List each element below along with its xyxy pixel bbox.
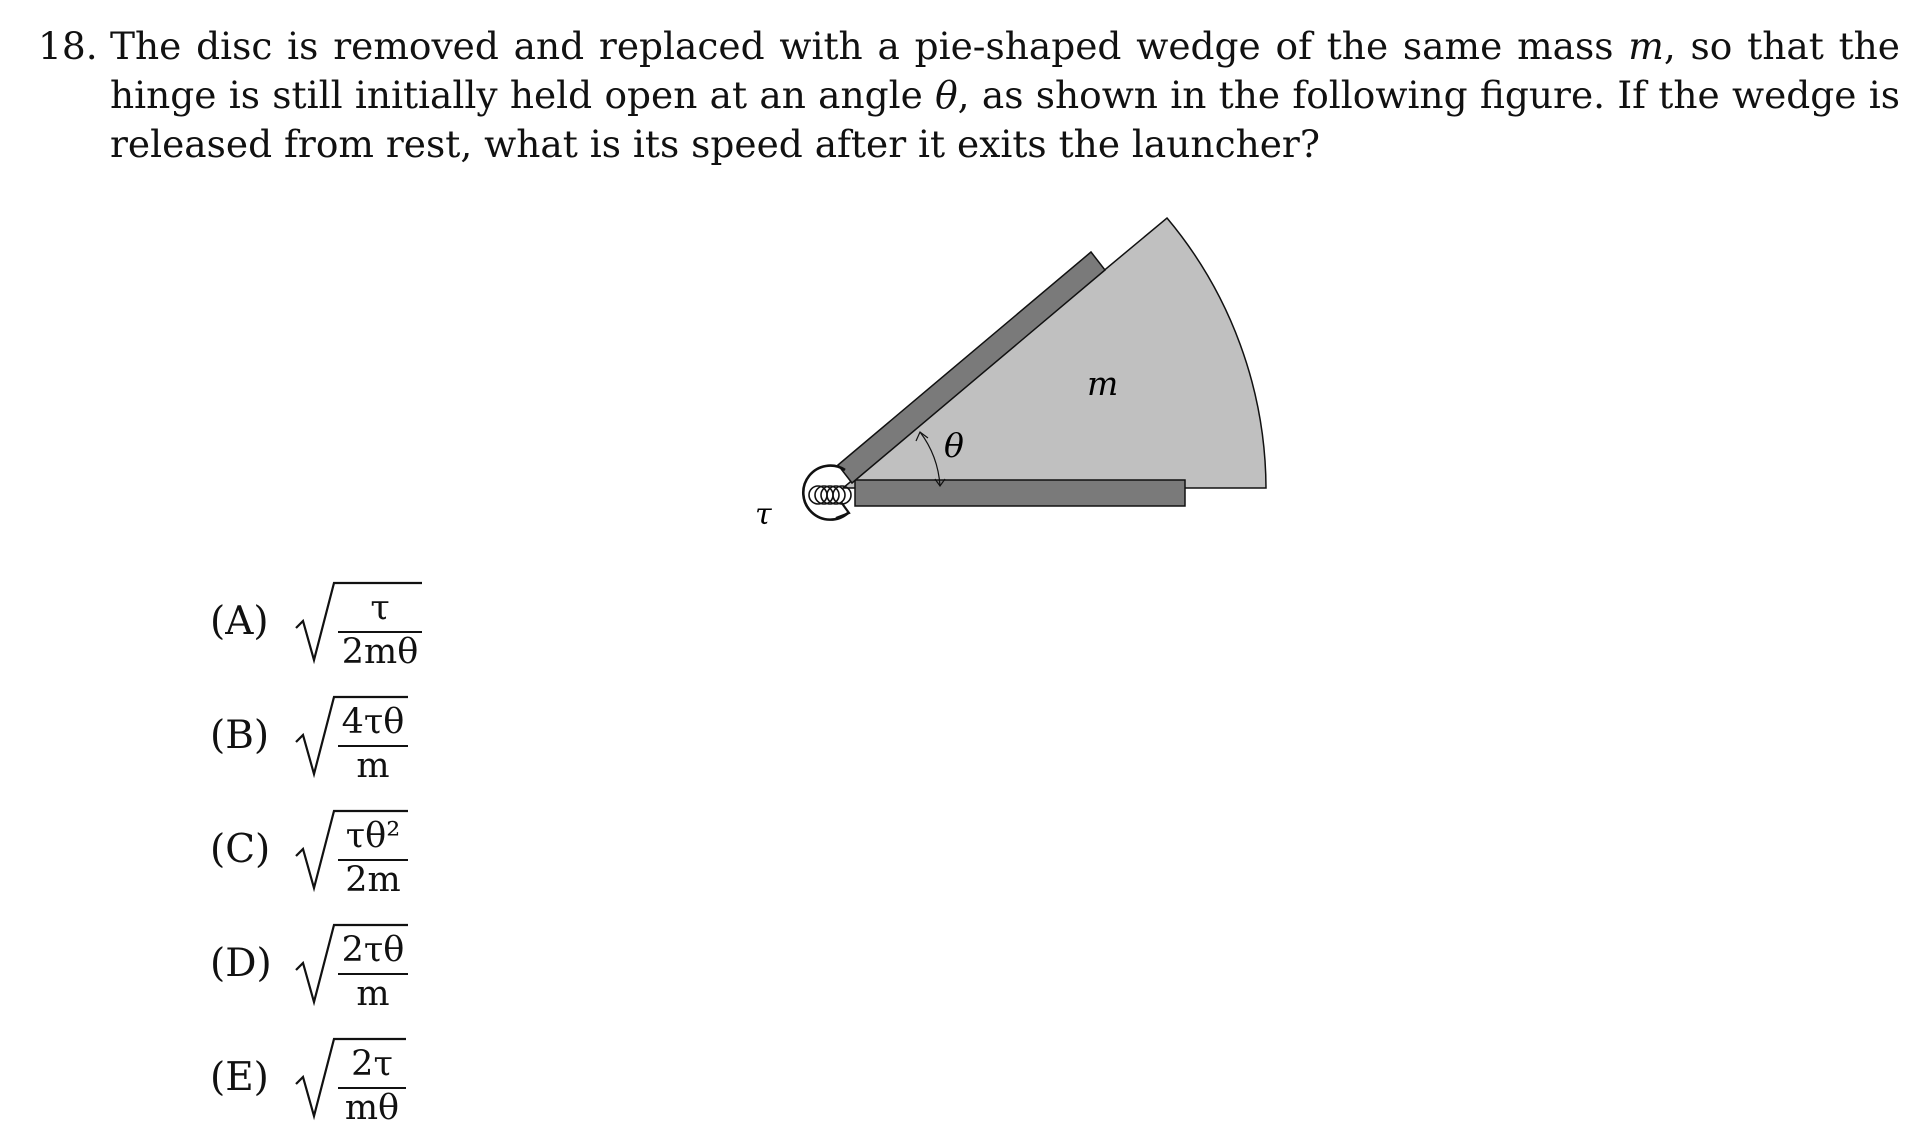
choice-numerator: τθ² [345,816,401,856]
choice-denominator: m [356,974,390,1014]
choice-b[interactable] [210,686,470,786]
choice-label: (B) [210,713,270,758]
choice-denominator: m [356,746,390,786]
choice-label: (A) [210,599,269,644]
mass-symbol: m [1628,24,1664,68]
choice-denominator: 2m [345,860,401,900]
question-number: 18. [38,24,98,68]
wedge-shape [843,218,1266,488]
choice-a[interactable] [210,572,470,672]
question-text-part-1: The disc is removed and replaced with a pie-shaped wedge of the same mass [110,24,1629,68]
choice-label: (D) [210,941,272,986]
choice-numerator: τ [370,588,390,628]
choice-numerator: 2τ [351,1044,393,1084]
angle-symbol: θ [935,73,958,117]
torque-label: τ [755,497,772,532]
choice-d[interactable] [210,914,470,1014]
choice-label: (E) [210,1055,269,1100]
choice-e[interactable] [210,1028,470,1128]
lower-arm [855,480,1185,506]
choice-numerator: 2τθ [341,930,405,970]
question-text [110,22,1900,169]
angle-label: θ [944,426,964,465]
launcher-figure [740,210,1280,540]
question-text-part-3: , as shown in the following figure. If the wedge is released from rest, what is its speed after it exits the launcher? [110,73,1900,166]
choice-c[interactable] [210,800,470,900]
choice-denominator: mθ [344,1088,400,1128]
question-text-part-2: , so that the hinge is still initially held open at an angle [110,24,1900,117]
choice-numerator: 4τθ [341,702,405,742]
choice-label: (C) [210,827,271,872]
choice-denominator: 2mθ [341,632,419,672]
mass-label: m [1087,364,1119,403]
